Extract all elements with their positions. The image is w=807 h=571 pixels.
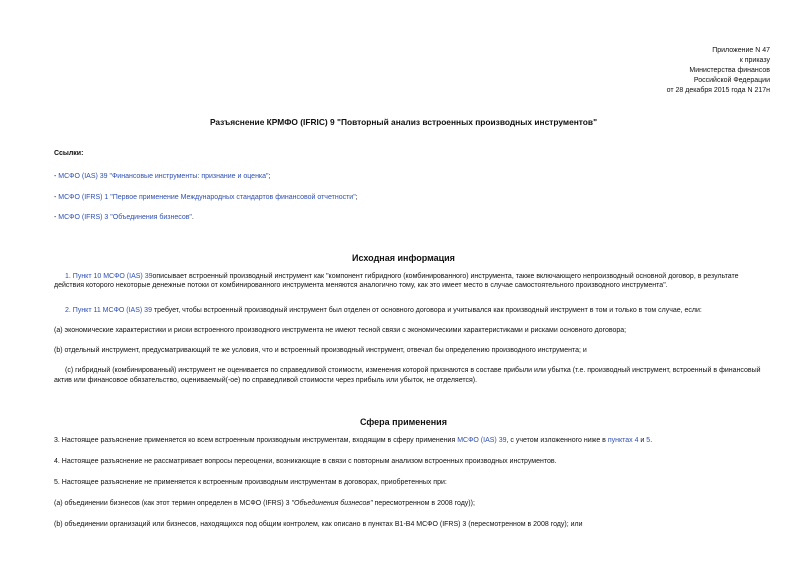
paragraph-2a: (a) экономические характеристики и риски встроенного производного инструмента не имеют тесной связи с экономическими характеристиками и рисками основного договора; (54, 327, 627, 334)
paragraph-2: 2. Пункт 11 МСФО (IAS) 39 требует, чтобы встроенный производный инструмент был отделен от основного договора и учитывался как производный инструмент в том и только в том случае, если: (65, 307, 702, 314)
paragraph-5b: (b) объединении организаций или бизнесов, находящихся под общим контролем, как описано в пунктах B1-B4 МСФО (IFRS) 3 (пересмотренном в 2008 году); или (54, 521, 583, 528)
section-heading-background: Исходная информация (352, 253, 455, 263)
paragraph-5a: (a) объединении бизнесов (как этот термин определен в МСФО (IFRS) 3 "Объединения бизнесов" пересмотренном в 2008 году)); (54, 500, 475, 507)
paragraph-2c-line-2: актив или финансовое обязательство, оцениваемый(-ое) по справедливой стоимости через прибыль или убыток, не отделяется). (54, 377, 478, 384)
link-ias39[interactable]: МСФО (IAS) 39 "Финансовые инструменты: признание и оценка" (58, 173, 269, 180)
link-ifrs1[interactable]: МСФО (IFRS) 1 "Первое применение Международных стандартов финансовой отчетности" (58, 194, 356, 201)
paragraph-3: 3. Настоящее разъяснение применяется ко всем встроенным производным инструментам, входящим в сферу применения МСФО (IAS) 39, с учетом изложенного ниже в пунктах 4 и 5. (54, 437, 653, 444)
link-ias39-scope[interactable]: МСФО (IAS) 39 (457, 437, 507, 444)
link-ifrs3[interactable]: МСФО (IFRS) 3 "Объединения бизнесов" (58, 214, 192, 221)
annex-line-3: Министерства финансов (689, 67, 770, 74)
paragraph-2b: (b) отдельный инструмент, предусматривающий те же условия, что и встроенный производный инструмент, отвечал бы определению производного инструмента; и (54, 347, 587, 354)
annex-line-1: Приложение N 47 (712, 47, 770, 54)
reference-item-ifrs3: - МСФО (IFRS) 3 "Объединения бизнесов". (54, 214, 194, 221)
link-para-4[interactable]: пунктах 4 (607, 437, 639, 444)
reference-item-ifrs1: - МСФО (IFRS) 1 "Первое применение Международных стандартов финансовой отчетности"; (54, 194, 358, 201)
link-ias39-para10[interactable]: 1. Пункт 10 МСФО (IAS) 39 (65, 273, 153, 280)
references-heading: Ссылки: (54, 150, 84, 157)
paragraph-5: 5. Настоящее разъяснение не применяется к встроенным производным инструментам в договорах, приобретенных при: (54, 479, 447, 486)
annex-line-2: к приказу (739, 57, 770, 64)
paragraph-4: 4. Настоящее разъяснение не рассматривает вопросы переоценки, возникающие в связи с повторным анализом встроенных производных инструментов. (54, 458, 557, 465)
link-para-5[interactable]: 5 (646, 437, 651, 444)
paragraph-1-line-2: действия которого некоторые денежные потоки от комбинированного инструмента меняются аналогично тому, как это имеет место в случае самостоятельного производного инструмента". (54, 282, 668, 289)
annex-line-5: от 28 декабря 2015 года N 217н (666, 87, 770, 94)
reference-item-ias39: - МСФО (IAS) 39 "Финансовые инструменты: признание и оценка"; (54, 173, 271, 180)
annex-line-4: Российской Федерации (693, 77, 770, 84)
document-title: Разъяснение КРМФО (IFRIC) 9 "Повторный анализ встроенных производных инструментов" (209, 117, 598, 127)
paragraph-2c-line-1: (c) гибридный (комбинированный) инструмент не оценивается по справедливой стоимости, изменения которой признаются в составе прибыли или убытка (т.е. производный инструмент, встроенный в финансовый (65, 367, 761, 374)
paragraph-1-line-1: 1. Пункт 10 МСФО (IAS) 39описывает встроенный производный инструмент как "компонент гибридного (комбинированного) инструмента, также включающего непроизводный основной договор, в результате (65, 273, 739, 280)
section-heading-scope: Сфера применения (360, 417, 447, 427)
link-ias39-para11[interactable]: 2. Пункт 11 МСФО (IAS) 39 (65, 307, 152, 314)
